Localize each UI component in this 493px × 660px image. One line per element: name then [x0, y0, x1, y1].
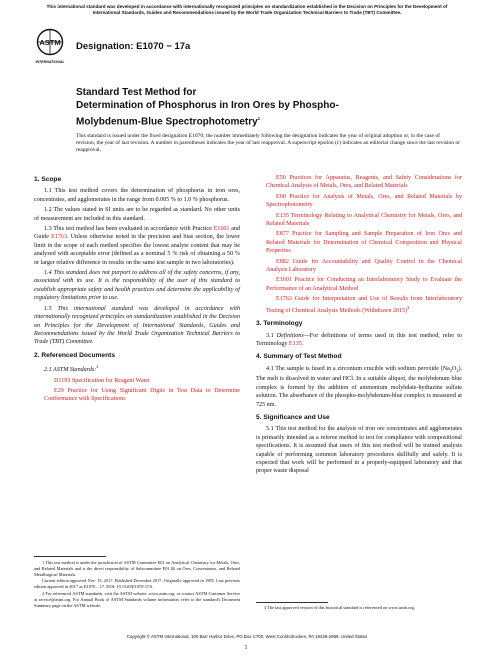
logo-tagline: INTERNATIONAL	[35, 60, 65, 64]
astm-standards-sub: 2.1 ASTM Standards:$^2$	[44, 364, 99, 374]
scope-1-1: 1.1 This test method covers the determination of phosphorus in iron ores, concentrates, and agglomerates in the range from 0.005 % to 1.0 % phosphorus.	[34, 188, 240, 203]
terminology-3-1: 3.1 Definitions—For definitions of terms used in this test method, refer to Terminology E135.	[256, 332, 462, 347]
ref-item-e29[interactable]: E29 Practice for Using Significant Digits in Test Data to Determine Conformance with Specifications	[44, 387, 240, 403]
link-e1601[interactable]: E1601	[213, 226, 230, 233]
terminology-heading: 3. Terminology	[256, 320, 303, 328]
ref-item-e1763[interactable]: E1763 Guide for Interpretation and Use of Results from Interlaboratory Testing of Chemical Analysis Methods (Withdrawn 2015)$^3$	[266, 296, 462, 314]
designation: Designation: E1070 − 17a	[76, 41, 191, 52]
astm-logo-icon	[35, 28, 65, 68]
link-e135[interactable]: E135	[288, 340, 302, 347]
ref-item-e1601[interactable]: E1601 Practice for Conducting an Interlaboratory Study to Evaluate the Performance of an Analytical Method	[266, 277, 462, 292]
footnote-1: 1 This test method is under the jurisdiction of ASTM Committee E01 on Analytical Chemistry for Metals, Ores, and Related Materials and is the direct responsibility of Subcommittee E01.02 on Ores, Concentrates, and Related Metallurgical Materials.	[34, 560, 240, 577]
left-column	[34, 176, 240, 406]
ref-item-e877[interactable]: E877 Practice for Sampling and Sample Preparation of Iron Ores and Related Materials for Determination of Chemical Composition and Physical Properties	[266, 231, 462, 255]
logo-wordmark: ASTM	[39, 38, 61, 47]
scope-1-3: 1.3 This test method has been evaluated in accordance with Practice E1601 and Guide E1763. Unless otherwise noted in the precision and bias section, the lower limit in the scope of each method specifies the lowest analyte content that may be analyzed with acceptable error (defined as a nominal 5 % risk of obtaining a 50 % or larger relative difference in results on the same test sample in two laboratories).	[34, 226, 241, 266]
ref-item-d1193[interactable]: D1193 Specification for Reagent Water	[54, 377, 150, 384]
issuance-statement: This standard is issued under the fixed designation E1070; the number immediately following the designation indicates the year of original adoption or, in the case of revision, the year of last revision. A number in parentheses indicates the year of last reapproval. A superscript epsilon (ε) indicates an editorial change since the last revision or reapproval.	[76, 133, 460, 153]
ref-item-e882[interactable]: E882 Guide for Accountability and Quality Control in the Chemical Analysis Laboratory	[266, 258, 462, 274]
ref-item-e50[interactable]: E50 Practices for Apparatus, Reagents, and Safety Considerations for Chemical Analysis of Metals, Ores, and Related Materials	[266, 175, 462, 190]
footnote-2: 2 For referenced ASTM standards, visit the ASTM website, www.astm.org, or contact ASTM Customer Service at service@astm.org. For Annual Book of ASTM Standards volume information, refer to the standard's Document Summary page on the ASTM website.	[34, 590, 240, 608]
copyright-line: Copyright © ASTM International, 100 Barr Harbor Drive, PO Box C700, West Conshohocken, PA 19428-2959. United States	[126, 634, 368, 639]
significance-5-1: 5.1 This test method for the analysis of iron ore concentrates and agglomerates is primarily intended as a referee method to test for compliance with compositional specifications. It is assumed that users of this test method will be trained analysts capable of performing common laboratory procedures skillfully and safely. It is expected that work will be performed in a properly-equipped laboratory and that proper waste disposal	[256, 426, 462, 475]
referenced-heading: 2. Referenced Documents	[34, 351, 115, 359]
significance-heading: 5. Significance and Use	[256, 414, 330, 421]
scope-heading: 1. Scope	[34, 176, 62, 183]
footnote-1b: Current edition approved Nov. 15, 2017. Published December 2017. Originally approved in 1985. Last previous edition approved in 2017 as E1070 – 17. DOI: 10.1520/E1070-17A.	[34, 578, 240, 590]
ref-item-e135[interactable]: E135 Terminology Relating to Analytical Chemistry for Metals, Ores, and Related Materials	[266, 212, 462, 228]
document-title	[76, 86, 456, 128]
footnote-rule-left	[34, 556, 106, 557]
scope-1-5: 1.5 This international standard was developed in accordance with internationally recognized principles on standardization established in the Decision on Principles for the Development of International Standards, Guides and Recommendations issued by the World Trade Organization Technical Barriers to Trade (TBT) Committee.	[34, 305, 240, 346]
title-line-3: Molybdenum-Blue Spectrophotometry$^1$	[76, 116, 261, 128]
title-footnote-ref: 1	[257, 116, 261, 121]
right-column	[256, 174, 462, 478]
footnotes-left	[34, 560, 240, 609]
astm-logo	[35, 28, 65, 68]
title-line-2: Determination of Phosphorus in Iron Ores by Phospho-	[76, 100, 339, 111]
footnote-3: 3 The last approved version of this historical standard is referenced on www.astm.org.	[264, 605, 416, 610]
wto-notice: This international standard was developed in accordance with internationally recognized principles on standardization established in the Decision on Principles for the Development of International Standards, Guides and Recommendations issued by the World Trade Organization Technical Barriers to Trade (TBT) Committee.	[46, 4, 448, 15]
footnote-rule-right	[256, 602, 328, 603]
scope-1-2: 1.2 The values stated in SI units are to be regarded as standard. No other units of measurement are included in this standard.	[34, 207, 240, 222]
scope-1-4: 1.4 This standard does not purport to address all of the safety concerns, if any, associated with its use. It is the responsibility of the user of this standard to establish appropriate safety and health practices and determine the applicability of regulatory limitations prior to use.	[34, 270, 240, 302]
summary-heading: 4. Summary of Test Method	[256, 353, 342, 361]
link-e1763[interactable]: E1763	[51, 234, 68, 241]
summary-4-1: 4.1 The sample is fused in a zirconium crucible with sodium peroxide $(Na_2O_2)$. The melt is dissolved in water and HCl. In a suitable aliquot, the molybdenum blue complex is formed by the addition of ammonium molybdate-hydrazine sulfate solution. The absorbance of the phospho-molybdenum-blue complex is measured at 725 nm.	[256, 365, 462, 408]
page-number: 1	[244, 645, 248, 651]
ref-item-e60[interactable]: E60 Practice for Analysis of Metals, Ores, and Related Materials by Spectrophotometry	[266, 193, 462, 209]
footnotes-right	[256, 605, 462, 611]
title-line-1: Standard Test Method for	[76, 87, 197, 98]
